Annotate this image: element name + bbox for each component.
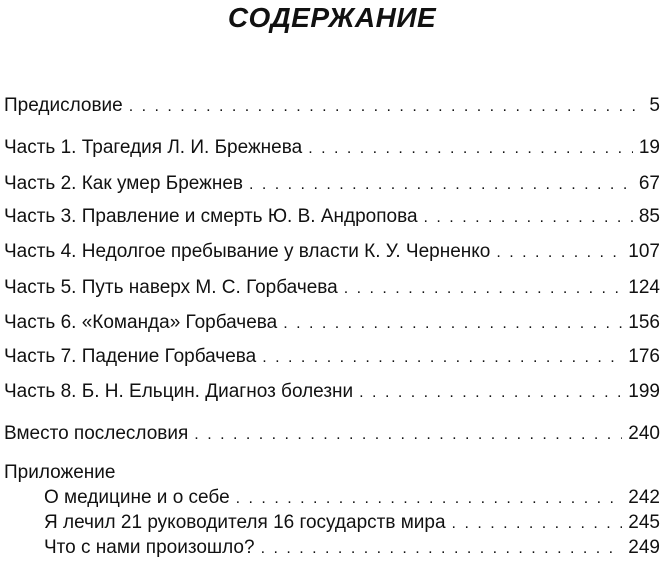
toc-entry-part-3 <box>4 205 660 229</box>
toc-entry-label: Приложение <box>4 462 116 483</box>
toc-entry-page: 240 <box>628 423 660 444</box>
dot-leader <box>129 95 644 119</box>
toc-entry-page: 124 <box>628 277 660 298</box>
toc-entry-part-6 <box>4 311 660 335</box>
dot-leader <box>359 381 622 405</box>
toc-entry-page: 5 <box>649 95 660 116</box>
toc-entry-page: 67 <box>638 173 660 194</box>
dot-leader <box>236 487 623 511</box>
toc-entry-page: 245 <box>628 512 660 533</box>
toc-entry-part-1 <box>4 136 660 160</box>
toc-entry-label: Я лечил 21 руководителя 16 государств мира <box>44 512 446 533</box>
toc-entry-preface <box>4 94 660 118</box>
dot-leader <box>194 423 622 447</box>
page-title: СОДЕРЖАНИЕ <box>227 2 437 33</box>
toc-entry-label: О медицине и о себе <box>44 487 230 508</box>
toc-entry-page: 19 <box>638 137 660 158</box>
toc-subentry-leaders <box>44 511 660 535</box>
dot-leader <box>344 277 623 301</box>
dot-leader <box>424 206 633 230</box>
toc-entry-page: 156 <box>628 312 660 333</box>
toc-entry-part-7 <box>4 345 660 369</box>
dot-leader <box>262 346 622 370</box>
dot-leader <box>249 173 633 197</box>
toc-entry-label: Часть 1. Трагедия Л. И. Брежнева <box>4 137 303 158</box>
toc-entry-afterword <box>4 422 660 446</box>
toc-subentry-what-happened <box>44 536 660 560</box>
toc-entry-page: 249 <box>628 537 660 558</box>
toc-entry-label: Вместо послесловия <box>4 423 189 444</box>
toc-entry-label: Что с нами произошло? <box>44 537 255 558</box>
toc-entry-part-4 <box>4 240 660 264</box>
toc-entry-page: 176 <box>628 346 660 367</box>
toc-entry-label: Часть 3. Правление и смерть Ю. В. Андропова <box>4 206 418 227</box>
dot-leader <box>496 241 622 265</box>
toc-entry-part-2 <box>4 172 660 196</box>
dot-leader <box>283 312 622 336</box>
toc-entry-page: 107 <box>628 241 660 262</box>
dot-leader <box>452 512 623 536</box>
dot-leader <box>308 137 633 161</box>
toc-entry-label: Предисловие <box>4 95 123 116</box>
toc-entry-label: Часть 4. Недолгое пребывание у власти К. У. Черненко <box>4 241 491 262</box>
toc-entry-page: 242 <box>628 487 660 508</box>
toc-entry-label: Часть 8. Б. Н. Ельцин. Диагноз болезни <box>4 381 354 402</box>
dot-leader <box>261 537 623 561</box>
toc-entry-part-8 <box>4 380 660 404</box>
toc-entry-page: 199 <box>628 381 660 402</box>
toc-entry-part-5 <box>4 276 660 300</box>
toc-entry-appendix <box>4 461 660 485</box>
toc-entry-label: Часть 5. Путь наверх М. С. Горбачева <box>4 277 338 298</box>
toc-subentry-medicine <box>44 486 660 510</box>
toc-entry-page: 85 <box>638 206 660 227</box>
toc-entry-label: Часть 2. Как умер Брежнев <box>4 173 243 194</box>
toc-entry-label: Часть 7. Падение Горбачева <box>4 346 257 367</box>
toc-entry-label: Часть 6. «Команда» Горбачева <box>4 312 278 333</box>
